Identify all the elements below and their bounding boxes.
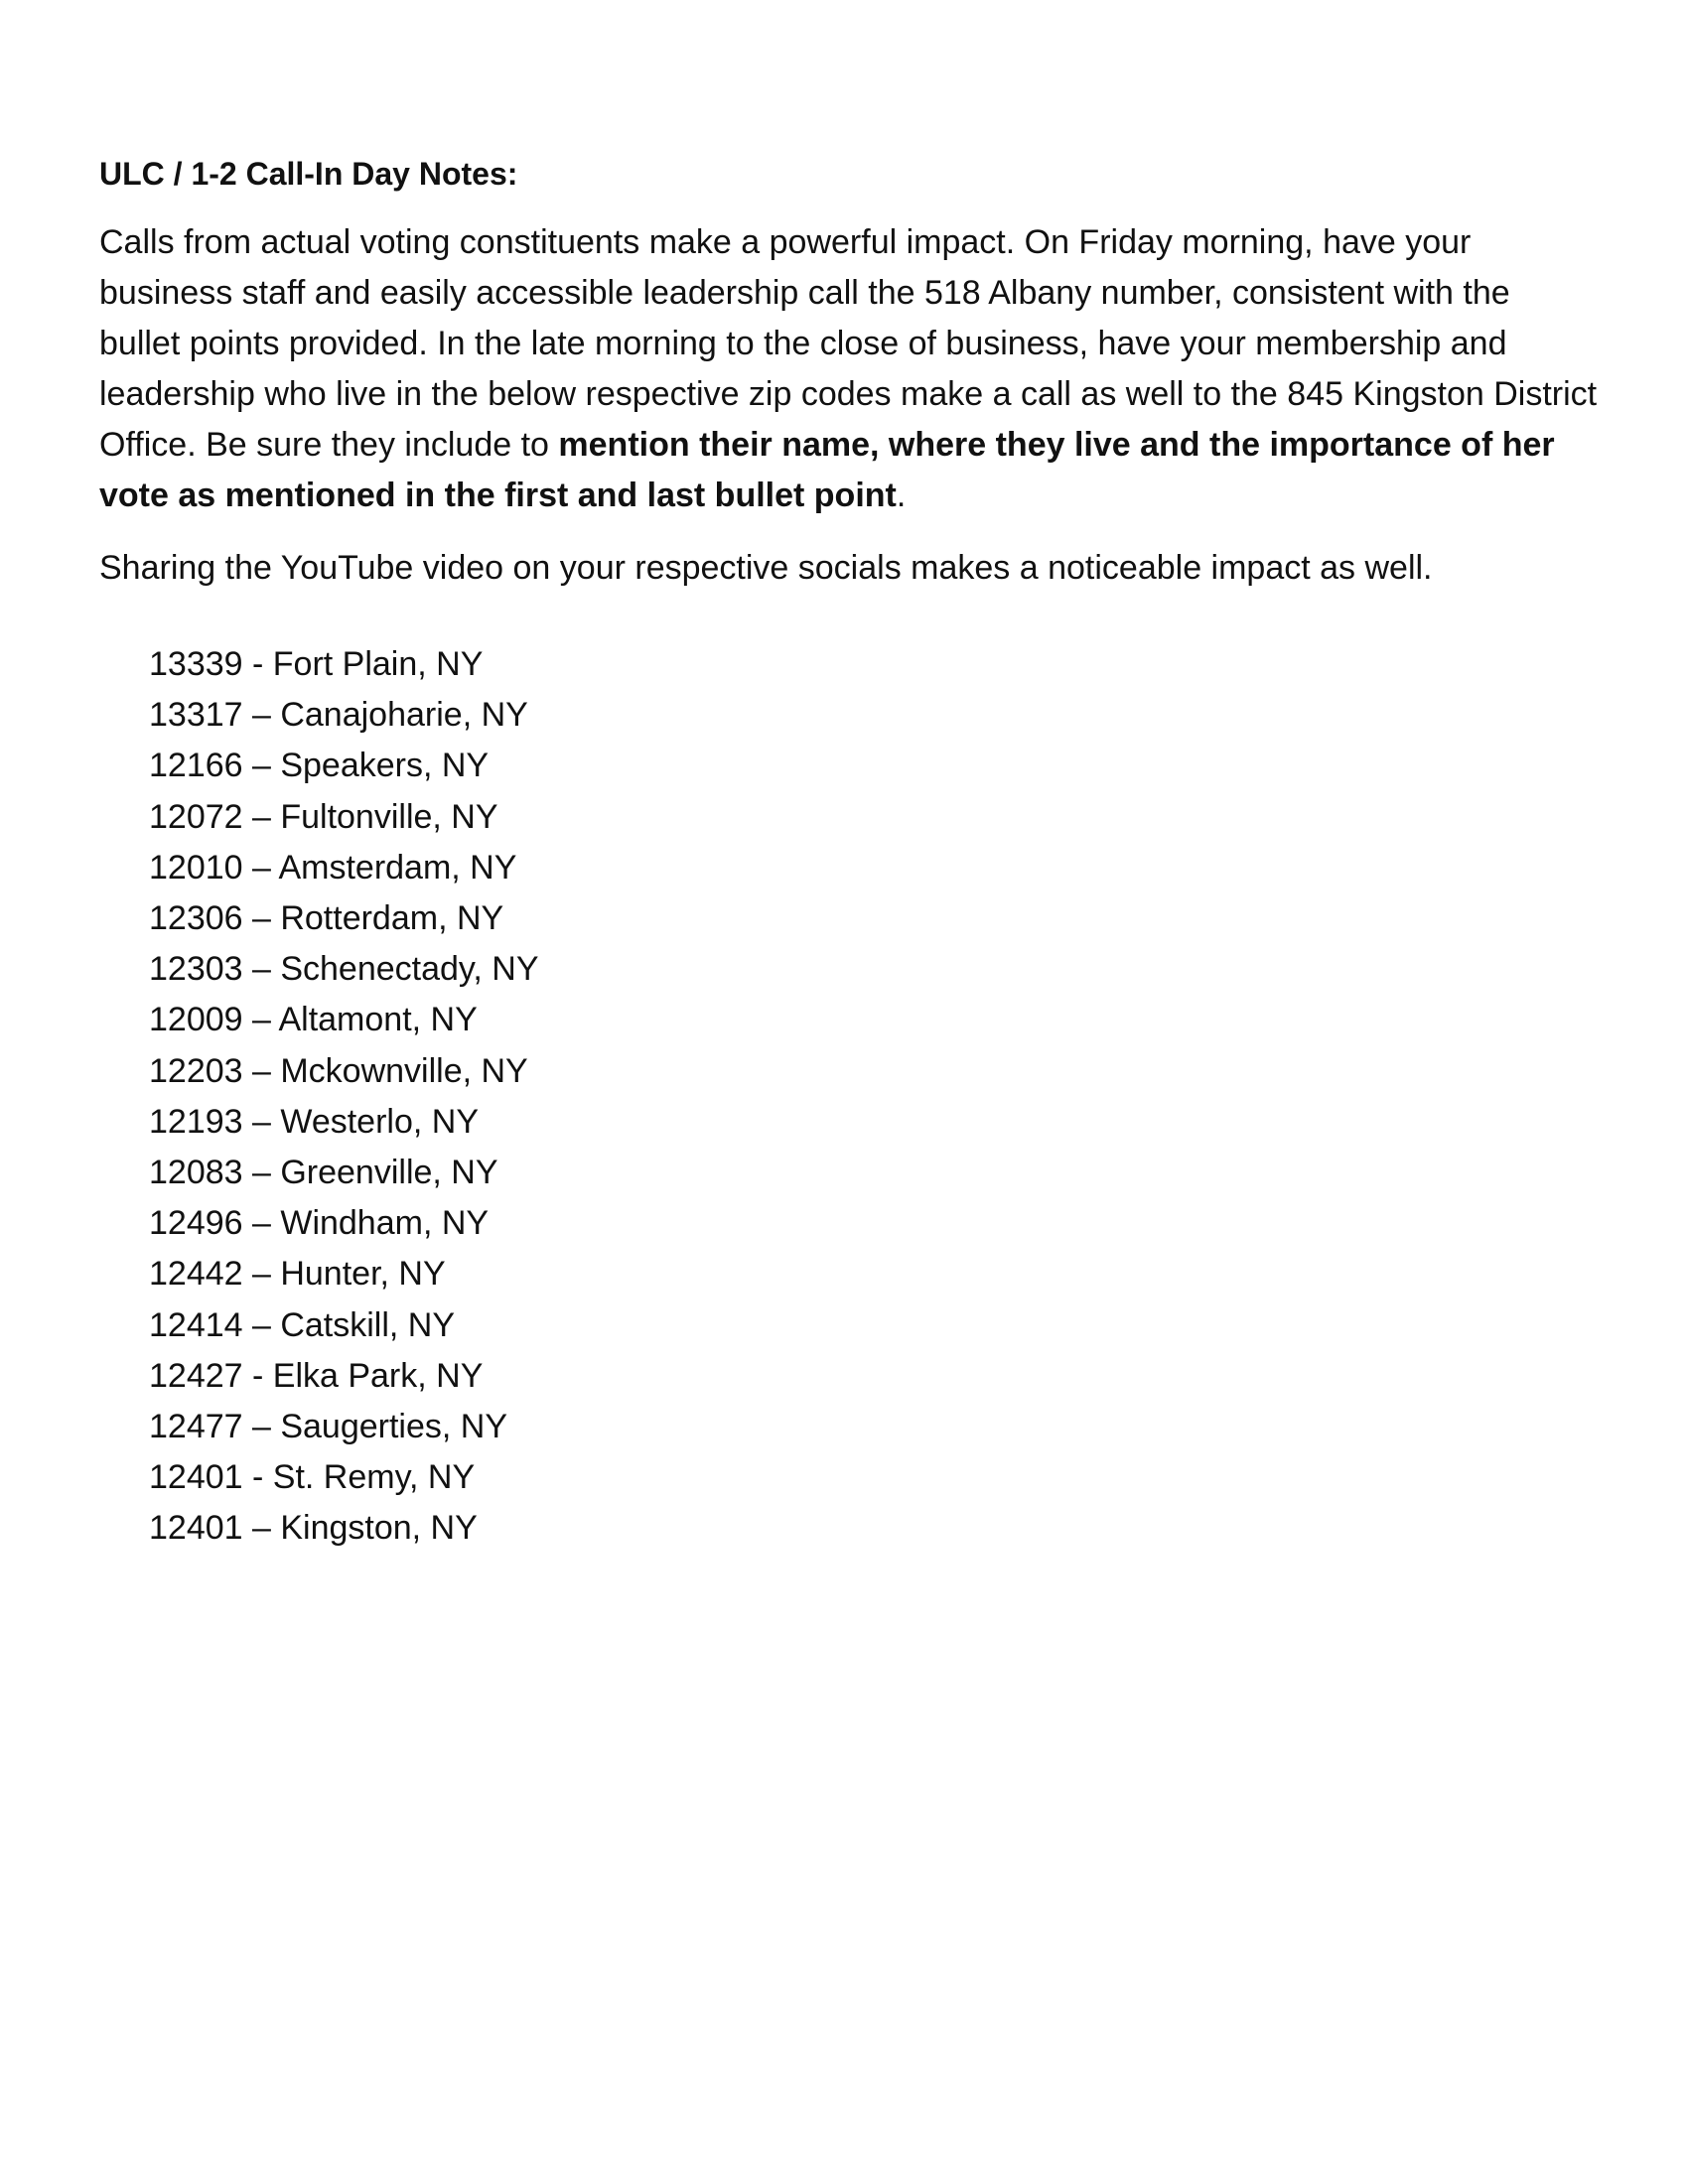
instructions-end: . [896, 477, 907, 514]
zip-code-item: 13317 – Canajoharie, NY [149, 696, 528, 735]
instructions-paragraph [99, 217, 1599, 521]
zip-code-item: 12401 - St. Remy, NY [149, 1458, 476, 1497]
zip-code-item: 12442 – Hunter, NY [149, 1255, 446, 1294]
zip-code-item: 12414 – Catskill, NY [149, 1305, 456, 1344]
zip-code-item: 12009 – Altamont, NY [149, 1001, 478, 1039]
zip-code-item: 12427 - Elka Park, NY [149, 1356, 484, 1395]
zip-code-item: 12010 – Amsterdam, NY [149, 848, 517, 887]
zip-code-item: 13339 - Fort Plain, NY [149, 645, 484, 683]
zip-code-item: 12303 – Schenectady, NY [149, 950, 539, 989]
zip-code-item: 12306 – Rotterdam, NY [149, 899, 504, 938]
zip-code-item: 12401 – Kingston, NY [149, 1509, 478, 1548]
zip-code-item: 12072 – Fultonville, NY [149, 797, 498, 836]
document-content [99, 152, 1599, 1555]
zip-code-item: 12166 – Speakers, NY [149, 747, 490, 785]
instructions-emphasis: mention their name, where they live and the importance of her vote as mentioned in the first and last bullet point [99, 426, 1555, 514]
zip-code-item: 12083 – Greenville, NY [149, 1154, 498, 1192]
zip-code-item: 12496 – Windham, NY [149, 1204, 490, 1243]
zip-code-item: 12193 – Westerlo, NY [149, 1102, 479, 1141]
page-title: ULC / 1-2 Call-In Day Notes: [99, 156, 518, 192]
instructions-text: Calls from actual voting constituents make a powerful impact. On Friday morning, have your business staff and easily accessible leadership call the 518 Albany number, consistent with the bullet points provided. In the late morning to the close of business, have your membership and leadership who live in the below respective zip codes make a call as well to the 845 Kingston District Office. Be sure they include to [99, 223, 1598, 464]
sharing-paragraph: Sharing the YouTube video on your respective socials makes a noticeable impact as well. [99, 549, 1433, 587]
zip-code-item: 12203 – Mckownville, NY [149, 1051, 528, 1090]
zip-code-item: 12477 – Saugerties, NY [149, 1408, 508, 1446]
zip-code-list [149, 639, 1599, 1555]
